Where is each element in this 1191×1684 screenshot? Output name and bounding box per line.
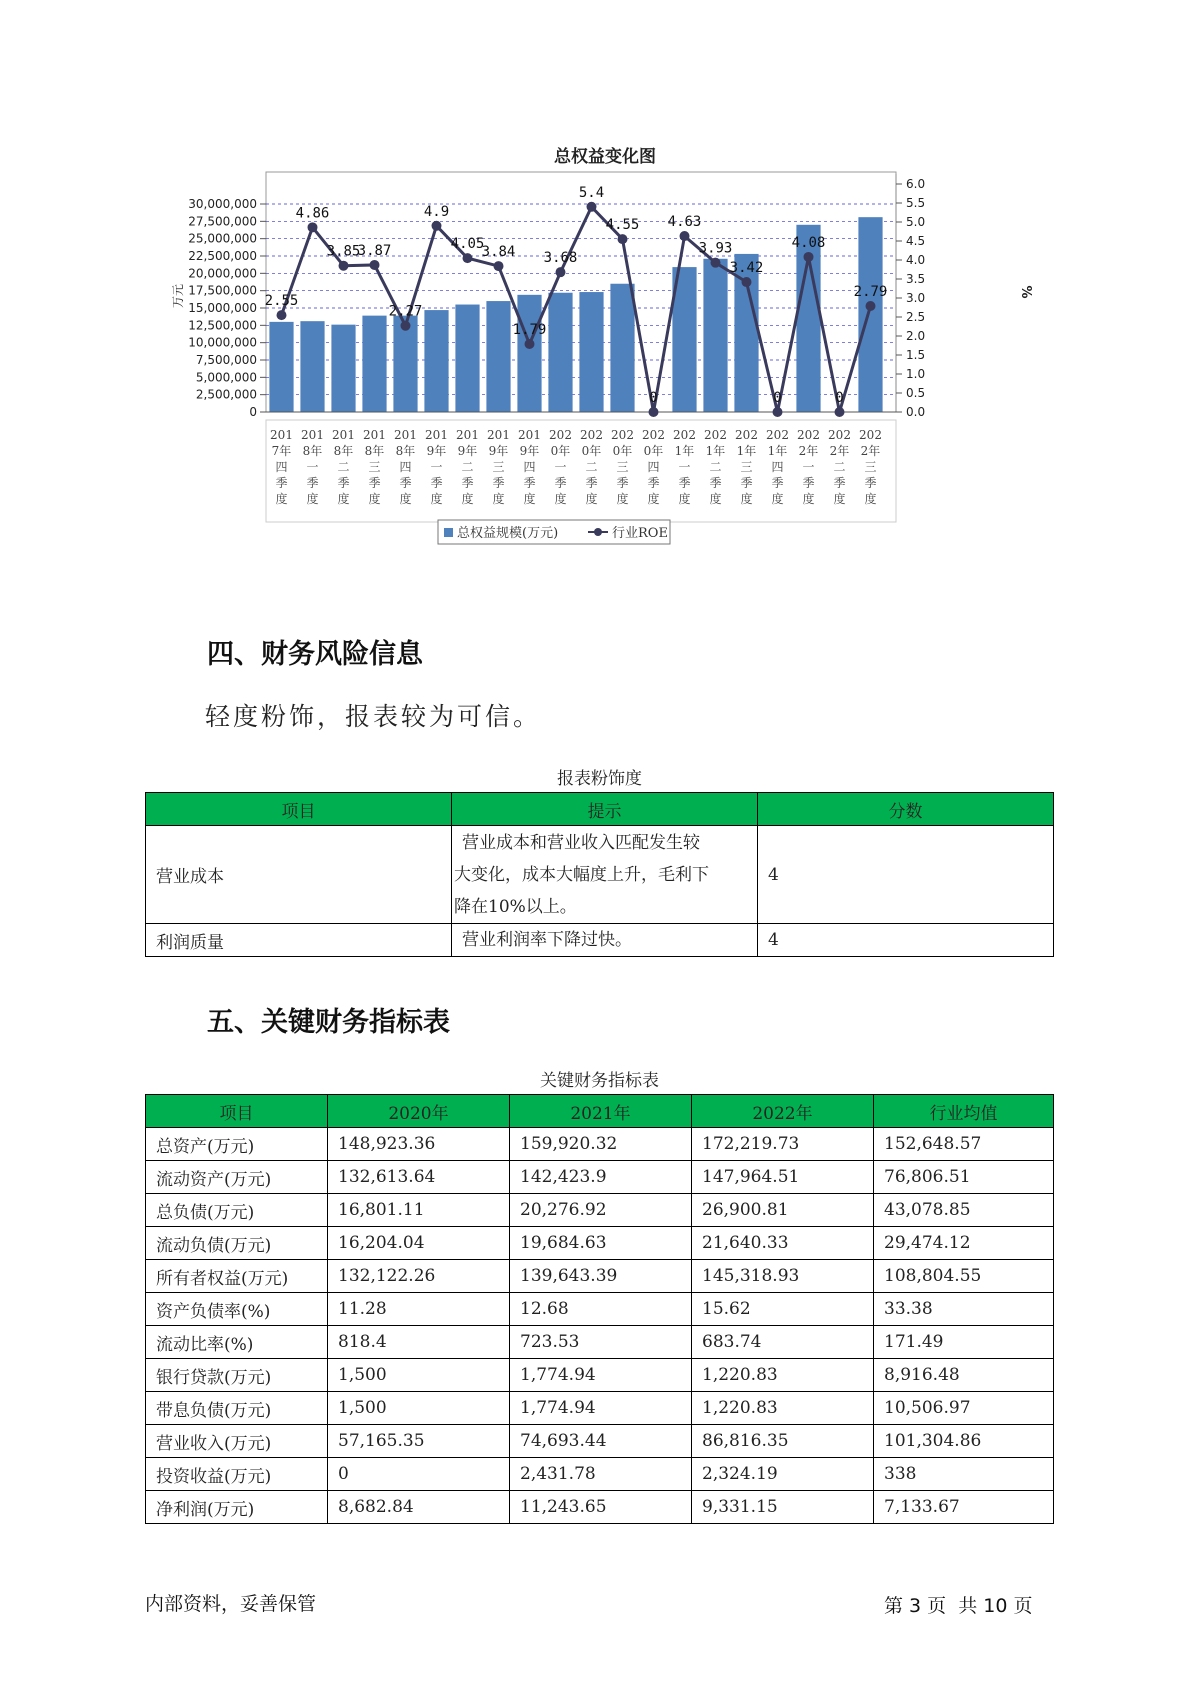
table-cell: 流动比率(%) (146, 1326, 328, 1359)
left-tick-label: 10,000,000 (188, 335, 257, 350)
table-cell: 74,693.44 (510, 1425, 692, 1458)
category-label: 度 (399, 492, 412, 506)
table-cell: 147,964.51 (692, 1161, 874, 1194)
section5-heading: 五、关键财务指标表 (207, 1007, 450, 1038)
table-cell: 26,900.81 (692, 1194, 874, 1227)
table2-caption: 关键财务指标表 (540, 1071, 659, 1091)
table-header: 项目 (146, 793, 452, 826)
category-label: 一 (306, 460, 319, 474)
category-label: 8年 (395, 444, 416, 458)
table-cell: 86,816.35 (692, 1425, 874, 1458)
table-cell: 7,133.67 (874, 1491, 1054, 1524)
category-label: 1年 (705, 444, 726, 458)
category-label: 201 (301, 428, 324, 442)
hint-line: 营业成本和营业收入匹配发生较 (462, 832, 700, 853)
table-cell: 19,684.63 (510, 1227, 692, 1260)
table-cell: 159,920.32 (510, 1128, 692, 1161)
category-label: 二 (709, 460, 722, 474)
table-cell: 132,122.26 (328, 1260, 510, 1293)
category-label: 9年 (426, 444, 447, 458)
roe-data-label: 2.79 (853, 283, 888, 300)
category-label: 202 (735, 428, 758, 442)
category-label: 三 (864, 460, 877, 474)
left-tick-label: 20,000,000 (188, 266, 257, 281)
category-label: 度 (492, 492, 505, 506)
roe-data-label: 3.42 (729, 260, 764, 277)
table-cell: 8,682.84 (328, 1491, 510, 1524)
category-label: 三 (492, 460, 505, 474)
bar (331, 325, 355, 412)
table-cell: 33.38 (874, 1293, 1054, 1326)
table-row (146, 1194, 1054, 1227)
category-label: 季 (492, 476, 505, 490)
table-cell: 1,500 (328, 1392, 510, 1425)
table-cell: 4 (758, 924, 1054, 957)
category-label: 201 (270, 428, 293, 442)
table-row (146, 1161, 1054, 1194)
category-label: 二 (585, 460, 598, 474)
roe-point (277, 310, 287, 320)
legend-line-label: 行业ROE (612, 526, 668, 541)
category-label: 度 (616, 492, 629, 506)
table-header: 2022年 (692, 1095, 874, 1128)
roe-point (649, 407, 659, 417)
table-cell: 2,324.19 (692, 1458, 874, 1491)
category-label: 季 (337, 476, 350, 490)
table-cell: 银行贷款(万元) (146, 1359, 328, 1392)
table-cell: 76,806.51 (874, 1161, 1054, 1194)
category-label: 0年 (581, 444, 602, 458)
category-label: 0年 (612, 444, 633, 458)
right-axis-title: % (1018, 285, 1033, 299)
table-cell: 净利润(万元) (146, 1491, 328, 1524)
table-cell: 0 (328, 1458, 510, 1491)
table-cell: 1,220.83 (692, 1392, 874, 1425)
category-label: 201 (456, 428, 479, 442)
table-header-row (146, 1095, 1054, 1128)
table-cell: 172,219.73 (692, 1128, 874, 1161)
category-label: 季 (771, 476, 784, 490)
category-label: 季 (678, 476, 691, 490)
section4-heading: 四、财务风险信息 (207, 639, 423, 670)
category-label: 202 (580, 428, 603, 442)
roe-data-label: 0 (773, 390, 782, 406)
legend-bar-swatch (444, 528, 453, 537)
bar (548, 293, 572, 412)
category-label: 一 (678, 460, 691, 474)
table-cell: 所有者权益(万元) (146, 1260, 328, 1293)
table-cell: 16,801.11 (328, 1194, 510, 1227)
table-cell: 16,204.04 (328, 1227, 510, 1260)
category-label: 季 (554, 476, 567, 490)
category-label: 9年 (519, 444, 540, 458)
chart-canvas (170, 132, 1040, 592)
right-tick-label: 6.0 (906, 177, 926, 191)
bar (455, 305, 479, 412)
bar (517, 295, 541, 412)
category-label: 季 (802, 476, 815, 490)
table-cell: 带息负债(万元) (146, 1392, 328, 1425)
table-row (146, 826, 1054, 924)
category-label: 度 (461, 492, 474, 506)
roe-point (835, 407, 845, 417)
roe-data-label: 4.63 (667, 214, 702, 231)
category-label: 1年 (674, 444, 695, 458)
table-cell: 10,506.97 (874, 1392, 1054, 1425)
roe-point (308, 222, 318, 232)
roe-data-label: 2.55 (264, 293, 299, 310)
table-cell: 4 (758, 826, 1054, 924)
category-label: 1年 (736, 444, 757, 458)
roe-point (804, 252, 814, 262)
table-row (146, 1491, 1054, 1524)
left-tick-label: 27,500,000 (188, 214, 257, 229)
table-cell: 1,500 (328, 1359, 510, 1392)
left-tick-label: 15,000,000 (188, 301, 257, 315)
table1-caption: 报表粉饰度 (557, 769, 642, 789)
table-cell: 总负债(万元) (146, 1194, 328, 1227)
category-label: 一 (802, 460, 815, 474)
category-label: 度 (802, 492, 815, 506)
table-header: 提示 (452, 793, 758, 826)
table-cell: 43,078.85 (874, 1194, 1054, 1227)
right-tick-label: 5.0 (906, 215, 926, 229)
table-row (146, 1260, 1054, 1293)
roe-data-label: 0 (649, 390, 658, 406)
left-tick-label: 22,500,000 (188, 249, 257, 263)
bar (858, 217, 882, 412)
roe-point (742, 277, 752, 287)
table-header: 2020年 (328, 1095, 510, 1128)
category-label: 季 (399, 476, 412, 490)
table-row (146, 1227, 1054, 1260)
category-label: 三 (368, 460, 381, 474)
category-label: 度 (647, 492, 660, 506)
category-label: 8年 (333, 444, 354, 458)
table-row (146, 924, 1054, 957)
category-label: 度 (833, 492, 846, 506)
roe-point (556, 267, 566, 277)
category-label: 四 (275, 460, 288, 474)
table-cell: 12.68 (510, 1293, 692, 1326)
table-cell: 139,643.39 (510, 1260, 692, 1293)
category-label: 四 (399, 460, 412, 474)
category-label: 度 (771, 492, 784, 506)
bar (424, 310, 448, 412)
right-tick-label: 4.0 (906, 253, 926, 267)
table-cell-hint (452, 924, 758, 957)
category-label: 202 (766, 428, 789, 442)
key-metrics-table (145, 1094, 1054, 1524)
category-label: 202 (673, 428, 696, 442)
roe-data-label: 4.08 (791, 234, 826, 251)
roe-data-label: 4.9 (423, 203, 450, 220)
roe-point (370, 260, 380, 270)
category-label: 季 (523, 476, 536, 490)
roe-data-label: 3.68 (543, 250, 578, 267)
category-label: 202 (549, 428, 572, 442)
category-label: 四 (647, 460, 660, 474)
bar (300, 321, 324, 412)
category-label: 202 (704, 428, 727, 442)
table-cell: 20,276.92 (510, 1194, 692, 1227)
roe-data-label: 3.87 (357, 242, 392, 259)
table-cell: 1,220.83 (692, 1359, 874, 1392)
hint-line: 大变化，成本大幅度上升，毛利下 (454, 864, 709, 885)
roe-data-label: 5.4 (578, 184, 605, 201)
right-tick-label: 3.0 (906, 291, 926, 305)
category-label: 7年 (271, 444, 292, 458)
table-header: 项目 (146, 1095, 328, 1128)
category-label: 三 (616, 460, 629, 474)
category-label: 季 (306, 476, 319, 490)
category-label: 度 (864, 492, 877, 506)
right-tick-label: 1.5 (906, 348, 926, 362)
roe-data-label: 3.84 (481, 244, 516, 261)
category-label: 度 (306, 492, 319, 506)
bar (362, 316, 386, 412)
bar (579, 292, 603, 412)
table-cell: 投资收益(万元) (146, 1458, 328, 1491)
category-label: 度 (275, 492, 288, 506)
category-label: 度 (554, 492, 567, 506)
table-cell: 1,774.94 (510, 1392, 692, 1425)
right-tick-label: 0.0 (906, 405, 926, 419)
roe-data-label: 3.85 (326, 243, 361, 260)
table-row (146, 1326, 1054, 1359)
table-header-row (146, 793, 1054, 826)
right-tick-label: 5.5 (906, 196, 926, 210)
roe-data-label: 3.93 (698, 240, 733, 257)
category-label: 季 (740, 476, 753, 490)
category-label: 二 (833, 460, 846, 474)
whitewash-table (145, 792, 1054, 957)
left-tick-label: 0 (249, 405, 257, 419)
table-cell: 流动资产(万元) (146, 1161, 328, 1194)
right-tick-label: 4.5 (906, 234, 926, 248)
category-label: 2年 (798, 444, 819, 458)
table-row (146, 1458, 1054, 1491)
right-tick-label: 2.0 (906, 329, 926, 343)
category-label: 季 (709, 476, 722, 490)
table-cell-hint (452, 826, 758, 924)
category-label: 季 (585, 476, 598, 490)
table-row (146, 1293, 1054, 1326)
roe-point (773, 407, 783, 417)
table-cell: 营业成本 (146, 826, 452, 924)
category-label: 度 (740, 492, 753, 506)
roe-data-label: 2.27 (388, 303, 423, 320)
roe-point (618, 234, 628, 244)
category-label: 202 (642, 428, 665, 442)
left-tick-label: 5,000,000 (195, 370, 257, 385)
left-tick-label: 12,500,000 (188, 318, 257, 333)
roe-data-label: 4.55 (605, 217, 640, 234)
roe-point (339, 261, 349, 271)
category-label: 201 (394, 428, 417, 442)
table-cell: 资产负债率(%) (146, 1293, 328, 1326)
table-cell: 338 (874, 1458, 1054, 1491)
category-label: 0年 (550, 444, 571, 458)
category-label: 度 (585, 492, 598, 506)
category-label: 201 (363, 428, 386, 442)
left-axis-title: 万元 (171, 283, 185, 309)
table-cell: 2,431.78 (510, 1458, 692, 1491)
category-label: 季 (461, 476, 474, 490)
roe-point (587, 202, 597, 212)
table-cell: 145,318.93 (692, 1260, 874, 1293)
category-label: 度 (678, 492, 691, 506)
category-label: 1年 (767, 444, 788, 458)
category-label: 201 (332, 428, 355, 442)
table-cell: 818.4 (328, 1326, 510, 1359)
category-label: 202 (611, 428, 634, 442)
left-tick-label: 30,000,000 (188, 197, 257, 211)
table-cell: 132,613.64 (328, 1161, 510, 1194)
category-label: 度 (337, 492, 350, 506)
category-label: 季 (864, 476, 877, 490)
category-label: 度 (368, 492, 381, 506)
equity-chart (170, 132, 1040, 592)
right-tick-label: 2.5 (906, 310, 926, 324)
category-label: 8年 (364, 444, 385, 458)
table-cell: 9,331.15 (692, 1491, 874, 1524)
table-cell: 11,243.65 (510, 1491, 692, 1524)
table-cell: 723.53 (510, 1326, 692, 1359)
table-row (146, 1359, 1054, 1392)
roe-point (494, 261, 504, 271)
category-label: 9年 (457, 444, 478, 458)
table-cell: 57,165.35 (328, 1425, 510, 1458)
category-label: 四 (523, 460, 536, 474)
table-cell: 148,923.36 (328, 1128, 510, 1161)
bar (610, 284, 634, 412)
table-header: 行业均值 (874, 1095, 1054, 1128)
table-cell: 15.62 (692, 1293, 874, 1326)
roe-data-label: 1.79 (512, 321, 547, 338)
table-cell: 29,474.12 (874, 1227, 1054, 1260)
category-label: 2年 (829, 444, 850, 458)
bar (703, 259, 727, 412)
category-label: 四 (771, 460, 784, 474)
roe-point (401, 321, 411, 331)
category-label: 0年 (643, 444, 664, 458)
category-label: 二 (461, 460, 474, 474)
roe-point (711, 258, 721, 268)
page-number: 第 3 页 共 10 页 (884, 1595, 1033, 1617)
table-cell: 营业收入(万元) (146, 1425, 328, 1458)
hint-line: 营业利润率下降过快。 (462, 930, 632, 950)
table-row (146, 1392, 1054, 1425)
category-label: 季 (368, 476, 381, 490)
table-header: 分数 (758, 793, 1054, 826)
table-cell: 101,304.86 (874, 1425, 1054, 1458)
table-cell: 152,648.57 (874, 1128, 1054, 1161)
table-row (146, 1425, 1054, 1458)
roe-point (525, 339, 535, 349)
category-label: 201 (518, 428, 541, 442)
category-label: 9年 (488, 444, 509, 458)
category-label: 202 (828, 428, 851, 442)
category-label: 8年 (302, 444, 323, 458)
category-label: 202 (797, 428, 820, 442)
category-label: 三 (740, 460, 753, 474)
category-label: 二 (337, 460, 350, 474)
table-cell: 683.74 (692, 1326, 874, 1359)
category-label: 2年 (860, 444, 881, 458)
roe-data-label: 4.05 (450, 236, 485, 253)
category-label: 度 (523, 492, 536, 506)
left-tick-label: 17,500,000 (188, 283, 257, 298)
table-header: 2021年 (510, 1095, 692, 1128)
category-label: 季 (275, 476, 288, 490)
category-label: 季 (616, 476, 629, 490)
category-label: 201 (425, 428, 448, 442)
roe-data-label: 4.86 (295, 205, 330, 222)
roe-point (866, 301, 876, 311)
left-tick-label: 7,500,000 (195, 353, 257, 367)
table-cell: 利润质量 (146, 924, 452, 957)
hint-line: 降在10%以上。 (454, 896, 577, 917)
table-cell: 21,640.33 (692, 1227, 874, 1260)
table-cell: 108,804.55 (874, 1260, 1054, 1293)
bar (269, 322, 293, 412)
roe-point (680, 231, 690, 241)
table-cell: 142,423.9 (510, 1161, 692, 1194)
category-label: 度 (709, 492, 722, 506)
section4-paragraph: 轻度粉饰，报表较为可信。 (205, 702, 542, 731)
right-tick-label: 0.5 (906, 386, 926, 400)
roe-point (463, 253, 473, 263)
footer-note: 内部资料，妥善保管 (145, 1593, 317, 1615)
chart-title: 总权益变化图 (554, 147, 656, 167)
category-label: 度 (430, 492, 443, 506)
table-cell: 8,916.48 (874, 1359, 1054, 1392)
category-label: 季 (647, 476, 660, 490)
legend-line-marker (594, 528, 602, 536)
right-tick-label: 3.5 (906, 272, 926, 286)
table-cell: 流动负债(万元) (146, 1227, 328, 1260)
left-tick-label: 2,500,000 (195, 387, 257, 402)
category-label: 一 (430, 460, 443, 474)
category-label: 一 (554, 460, 567, 474)
table-cell: 总资产(万元) (146, 1128, 328, 1161)
roe-point (432, 221, 442, 231)
table-cell: 1,774.94 (510, 1359, 692, 1392)
table-row (146, 1128, 1054, 1161)
right-tick-label: 1.0 (906, 367, 926, 381)
category-label: 季 (430, 476, 443, 490)
category-label: 季 (833, 476, 846, 490)
table-cell: 171.49 (874, 1326, 1054, 1359)
left-tick-label: 25,000,000 (188, 231, 257, 246)
table-cell: 11.28 (328, 1293, 510, 1326)
legend-bar-label: 总权益规模(万元) (457, 526, 559, 541)
roe-data-label: 0 (835, 390, 844, 406)
category-label: 202 (859, 428, 882, 442)
table-body (146, 1128, 1054, 1524)
bar (486, 301, 510, 412)
category-label: 201 (487, 428, 510, 442)
